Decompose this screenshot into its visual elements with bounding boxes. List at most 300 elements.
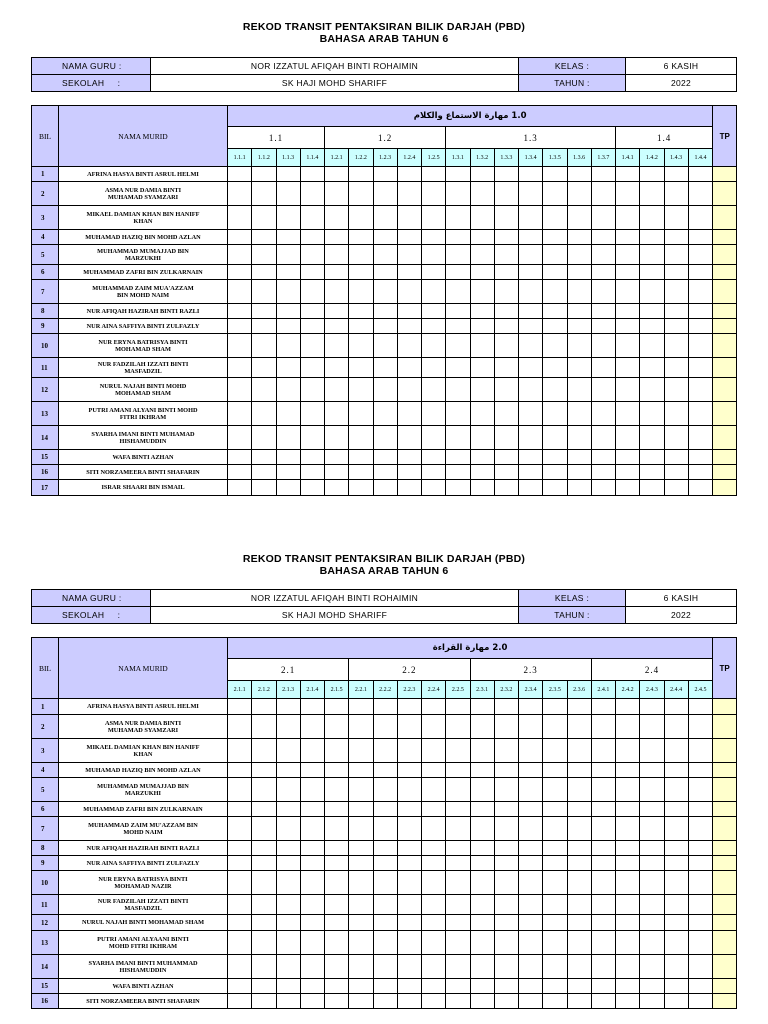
score-cell[interactable] [640,994,664,1009]
score-cell[interactable] [616,465,640,480]
score-cell[interactable] [616,871,640,895]
score-cell[interactable] [373,763,397,778]
score-cell[interactable] [640,167,664,182]
tp-cell[interactable] [713,994,737,1009]
score-cell[interactable] [640,245,664,265]
score-cell[interactable] [325,739,349,763]
score-cell[interactable] [446,426,470,450]
score-cell[interactable] [349,319,373,334]
score-cell[interactable] [446,245,470,265]
score-cell[interactable] [228,304,252,319]
score-cell[interactable] [470,802,494,817]
score-cell[interactable] [567,280,591,304]
score-cell[interactable] [228,802,252,817]
score-cell[interactable] [446,841,470,856]
score-cell[interactable] [567,841,591,856]
score-cell[interactable] [616,994,640,1009]
score-cell[interactable] [543,167,567,182]
score-cell[interactable] [470,895,494,915]
score-cell[interactable] [228,450,252,465]
score-cell[interactable] [276,265,300,280]
score-cell[interactable] [325,994,349,1009]
score-cell[interactable] [591,979,615,994]
score-cell[interactable] [591,206,615,230]
score-cell[interactable] [616,763,640,778]
score-cell[interactable] [664,915,688,931]
score-cell[interactable] [470,402,494,426]
score-cell[interactable] [422,358,446,378]
score-cell[interactable] [543,856,567,871]
score-cell[interactable] [252,167,276,182]
score-cell[interactable] [567,895,591,915]
score-cell[interactable] [300,426,324,450]
score-cell[interactable] [519,817,543,841]
score-cell[interactable] [664,480,688,496]
score-cell[interactable] [494,931,518,955]
score-cell[interactable] [325,802,349,817]
score-cell[interactable] [543,230,567,245]
tp-cell[interactable] [713,979,737,994]
score-cell[interactable] [494,715,518,739]
score-cell[interactable] [688,378,713,402]
score-cell[interactable] [397,182,421,206]
score-cell[interactable] [228,931,252,955]
score-cell[interactable] [300,778,324,802]
score-cell[interactable] [519,871,543,895]
score-cell[interactable] [349,931,373,955]
score-cell[interactable] [252,480,276,496]
score-cell[interactable] [567,245,591,265]
score-cell[interactable] [276,480,300,496]
score-cell[interactable] [228,378,252,402]
score-cell[interactable] [300,319,324,334]
score-cell[interactable] [252,979,276,994]
score-cell[interactable] [640,915,664,931]
score-cell[interactable] [688,206,713,230]
score-cell[interactable] [373,931,397,955]
score-cell[interactable] [252,955,276,979]
tp-cell[interactable] [713,319,737,334]
score-cell[interactable] [397,480,421,496]
score-cell[interactable] [325,245,349,265]
score-cell[interactable] [373,856,397,871]
score-cell[interactable] [470,358,494,378]
score-cell[interactable] [276,955,300,979]
score-cell[interactable] [422,739,446,763]
score-cell[interactable] [300,230,324,245]
score-cell[interactable] [664,955,688,979]
score-cell[interactable] [446,480,470,496]
score-cell[interactable] [616,739,640,763]
score-cell[interactable] [494,450,518,465]
score-cell[interactable] [543,841,567,856]
tp-cell[interactable] [713,480,737,496]
score-cell[interactable] [640,699,664,715]
score-cell[interactable] [519,319,543,334]
score-cell[interactable] [688,465,713,480]
score-cell[interactable] [276,817,300,841]
score-cell[interactable] [616,841,640,856]
score-cell[interactable] [470,715,494,739]
score-cell[interactable] [519,206,543,230]
tp-cell[interactable] [713,802,737,817]
score-cell[interactable] [300,280,324,304]
tp-cell[interactable] [713,280,737,304]
score-cell[interactable] [470,245,494,265]
score-cell[interactable] [325,265,349,280]
score-cell[interactable] [664,450,688,465]
score-cell[interactable] [300,895,324,915]
score-cell[interactable] [688,841,712,856]
score-cell[interactable] [373,450,397,465]
score-cell[interactable] [325,450,349,465]
score-cell[interactable] [252,699,276,715]
score-cell[interactable] [616,230,640,245]
score-cell[interactable] [567,931,591,955]
score-cell[interactable] [664,739,688,763]
score-cell[interactable] [397,955,421,979]
score-cell[interactable] [591,699,615,715]
score-cell[interactable] [664,378,688,402]
score-cell[interactable] [373,265,397,280]
score-cell[interactable] [688,245,713,265]
score-cell[interactable] [300,450,324,465]
score-cell[interactable] [422,931,446,955]
score-cell[interactable] [276,426,300,450]
score-cell[interactable] [494,895,518,915]
score-cell[interactable] [397,715,421,739]
score-cell[interactable] [640,778,664,802]
score-cell[interactable] [664,841,688,856]
score-cell[interactable] [664,426,688,450]
score-cell[interactable] [664,182,688,206]
score-cell[interactable] [688,167,713,182]
score-cell[interactable] [640,378,664,402]
score-cell[interactable] [373,802,397,817]
score-cell[interactable] [349,895,373,915]
score-cell[interactable] [252,206,276,230]
score-cell[interactable] [494,802,518,817]
score-cell[interactable] [567,871,591,895]
score-cell[interactable] [591,802,615,817]
score-cell[interactable] [664,245,688,265]
score-cell[interactable] [252,856,276,871]
score-cell[interactable] [543,715,567,739]
score-cell[interactable] [616,280,640,304]
score-cell[interactable] [519,230,543,245]
score-cell[interactable] [373,280,397,304]
score-cell[interactable] [446,304,470,319]
score-cell[interactable] [591,167,615,182]
score-cell[interactable] [422,802,446,817]
score-cell[interactable] [252,319,276,334]
score-cell[interactable] [373,378,397,402]
score-cell[interactable] [567,358,591,378]
score-cell[interactable] [567,778,591,802]
score-cell[interactable] [567,378,591,402]
score-cell[interactable] [567,817,591,841]
score-cell[interactable] [373,358,397,378]
score-cell[interactable] [470,280,494,304]
score-cell[interactable] [422,245,446,265]
score-cell[interactable] [688,931,712,955]
score-cell[interactable] [591,265,615,280]
score-cell[interactable] [494,465,518,480]
score-cell[interactable] [567,465,591,480]
score-cell[interactable] [494,426,518,450]
score-cell[interactable] [519,699,543,715]
score-cell[interactable] [276,280,300,304]
score-cell[interactable] [664,763,688,778]
score-cell[interactable] [397,280,421,304]
score-cell[interactable] [446,334,470,358]
score-cell[interactable] [373,245,397,265]
score-cell[interactable] [397,778,421,802]
score-cell[interactable] [616,480,640,496]
score-cell[interactable] [276,450,300,465]
score-cell[interactable] [325,895,349,915]
score-cell[interactable] [252,358,276,378]
score-cell[interactable] [494,319,518,334]
score-cell[interactable] [591,715,615,739]
score-cell[interactable] [276,304,300,319]
score-cell[interactable] [325,915,349,931]
score-cell[interactable] [325,955,349,979]
score-cell[interactable] [276,915,300,931]
score-cell[interactable] [591,763,615,778]
tp-cell[interactable] [713,402,737,426]
score-cell[interactable] [567,715,591,739]
score-cell[interactable] [349,871,373,895]
score-cell[interactable] [519,739,543,763]
score-cell[interactable] [325,319,349,334]
score-cell[interactable] [519,358,543,378]
score-cell[interactable] [276,230,300,245]
score-cell[interactable] [228,230,252,245]
score-cell[interactable] [300,358,324,378]
score-cell[interactable] [373,715,397,739]
score-cell[interactable] [543,699,567,715]
score-cell[interactable] [446,739,470,763]
score-cell[interactable] [252,230,276,245]
score-cell[interactable] [349,378,373,402]
score-cell[interactable] [228,955,252,979]
score-cell[interactable] [567,480,591,496]
score-cell[interactable] [616,931,640,955]
score-cell[interactable] [470,739,494,763]
score-cell[interactable] [567,334,591,358]
score-cell[interactable] [422,167,446,182]
score-cell[interactable] [640,871,664,895]
score-cell[interactable] [446,915,470,931]
score-cell[interactable] [494,167,518,182]
score-cell[interactable] [494,480,518,496]
score-cell[interactable] [567,450,591,465]
score-cell[interactable] [591,426,615,450]
score-cell[interactable] [252,334,276,358]
score-cell[interactable] [300,979,324,994]
score-cell[interactable] [446,450,470,465]
score-cell[interactable] [688,715,712,739]
score-cell[interactable] [252,802,276,817]
score-cell[interactable] [591,871,615,895]
score-cell[interactable] [325,763,349,778]
score-cell[interactable] [373,319,397,334]
score-cell[interactable] [470,319,494,334]
score-cell[interactable] [664,699,688,715]
score-cell[interactable] [470,304,494,319]
score-cell[interactable] [519,167,543,182]
score-cell[interactable] [397,699,421,715]
score-cell[interactable] [228,979,252,994]
score-cell[interactable] [688,817,712,841]
score-cell[interactable] [446,895,470,915]
score-cell[interactable] [446,280,470,304]
score-cell[interactable] [349,856,373,871]
score-cell[interactable] [519,402,543,426]
score-cell[interactable] [543,763,567,778]
score-cell[interactable] [228,699,252,715]
score-cell[interactable] [519,955,543,979]
score-cell[interactable] [349,245,373,265]
score-cell[interactable] [494,280,518,304]
score-cell[interactable] [300,378,324,402]
score-cell[interactable] [446,715,470,739]
tp-cell[interactable] [713,699,737,715]
score-cell[interactable] [446,871,470,895]
score-cell[interactable] [397,206,421,230]
score-cell[interactable] [349,265,373,280]
score-cell[interactable] [397,167,421,182]
tp-cell[interactable] [713,915,737,931]
score-cell[interactable] [325,979,349,994]
score-cell[interactable] [640,319,664,334]
score-cell[interactable] [688,402,713,426]
score-cell[interactable] [300,334,324,358]
score-cell[interactable] [494,817,518,841]
score-cell[interactable] [616,817,640,841]
score-cell[interactable] [276,699,300,715]
score-cell[interactable] [688,230,713,245]
score-cell[interactable] [422,465,446,480]
score-cell[interactable] [373,895,397,915]
score-cell[interactable] [349,802,373,817]
score-cell[interactable] [591,955,615,979]
score-cell[interactable] [494,856,518,871]
tp-cell[interactable] [713,778,737,802]
score-cell[interactable] [276,319,300,334]
score-cell[interactable] [325,426,349,450]
score-cell[interactable] [519,715,543,739]
score-cell[interactable] [688,334,713,358]
score-cell[interactable] [228,817,252,841]
score-cell[interactable] [664,402,688,426]
score-cell[interactable] [373,841,397,856]
score-cell[interactable] [616,955,640,979]
score-cell[interactable] [349,778,373,802]
score-cell[interactable] [228,871,252,895]
score-cell[interactable] [325,480,349,496]
score-cell[interactable] [446,699,470,715]
score-cell[interactable] [519,465,543,480]
score-cell[interactable] [688,856,712,871]
tp-cell[interactable] [713,955,737,979]
score-cell[interactable] [470,334,494,358]
score-cell[interactable] [640,895,664,915]
score-cell[interactable] [494,206,518,230]
score-cell[interactable] [373,230,397,245]
score-cell[interactable] [616,802,640,817]
score-cell[interactable] [616,915,640,931]
score-cell[interactable] [276,167,300,182]
score-cell[interactable] [470,265,494,280]
score-cell[interactable] [616,304,640,319]
score-cell[interactable] [446,955,470,979]
score-cell[interactable] [688,358,713,378]
score-cell[interactable] [664,358,688,378]
score-cell[interactable] [373,699,397,715]
score-cell[interactable] [640,841,664,856]
score-cell[interactable] [228,245,252,265]
score-cell[interactable] [373,739,397,763]
score-cell[interactable] [470,167,494,182]
score-cell[interactable] [349,304,373,319]
score-cell[interactable] [616,245,640,265]
score-cell[interactable] [325,699,349,715]
score-cell[interactable] [373,994,397,1009]
score-cell[interactable] [543,955,567,979]
score-cell[interactable] [373,304,397,319]
score-cell[interactable] [252,931,276,955]
score-cell[interactable] [276,895,300,915]
score-cell[interactable] [228,358,252,378]
tp-cell[interactable] [713,206,737,230]
score-cell[interactable] [616,167,640,182]
score-cell[interactable] [325,334,349,358]
score-cell[interactable] [252,715,276,739]
score-cell[interactable] [349,230,373,245]
score-cell[interactable] [252,245,276,265]
score-cell[interactable] [252,450,276,465]
score-cell[interactable] [276,715,300,739]
score-cell[interactable] [519,426,543,450]
score-cell[interactable] [591,994,615,1009]
tp-cell[interactable] [713,856,737,871]
score-cell[interactable] [300,402,324,426]
score-cell[interactable] [349,334,373,358]
score-cell[interactable] [591,182,615,206]
score-cell[interactable] [519,895,543,915]
score-cell[interactable] [422,319,446,334]
score-cell[interactable] [349,480,373,496]
score-cell[interactable] [616,979,640,994]
score-cell[interactable] [252,182,276,206]
score-cell[interactable] [519,450,543,465]
score-cell[interactable] [446,230,470,245]
score-cell[interactable] [325,841,349,856]
score-cell[interactable] [373,778,397,802]
score-cell[interactable] [567,230,591,245]
score-cell[interactable] [664,465,688,480]
score-cell[interactable] [228,167,252,182]
score-cell[interactable] [349,402,373,426]
score-cell[interactable] [664,994,688,1009]
score-cell[interactable] [446,856,470,871]
score-cell[interactable] [397,402,421,426]
score-cell[interactable] [688,182,713,206]
score-cell[interactable] [228,334,252,358]
score-cell[interactable] [397,426,421,450]
